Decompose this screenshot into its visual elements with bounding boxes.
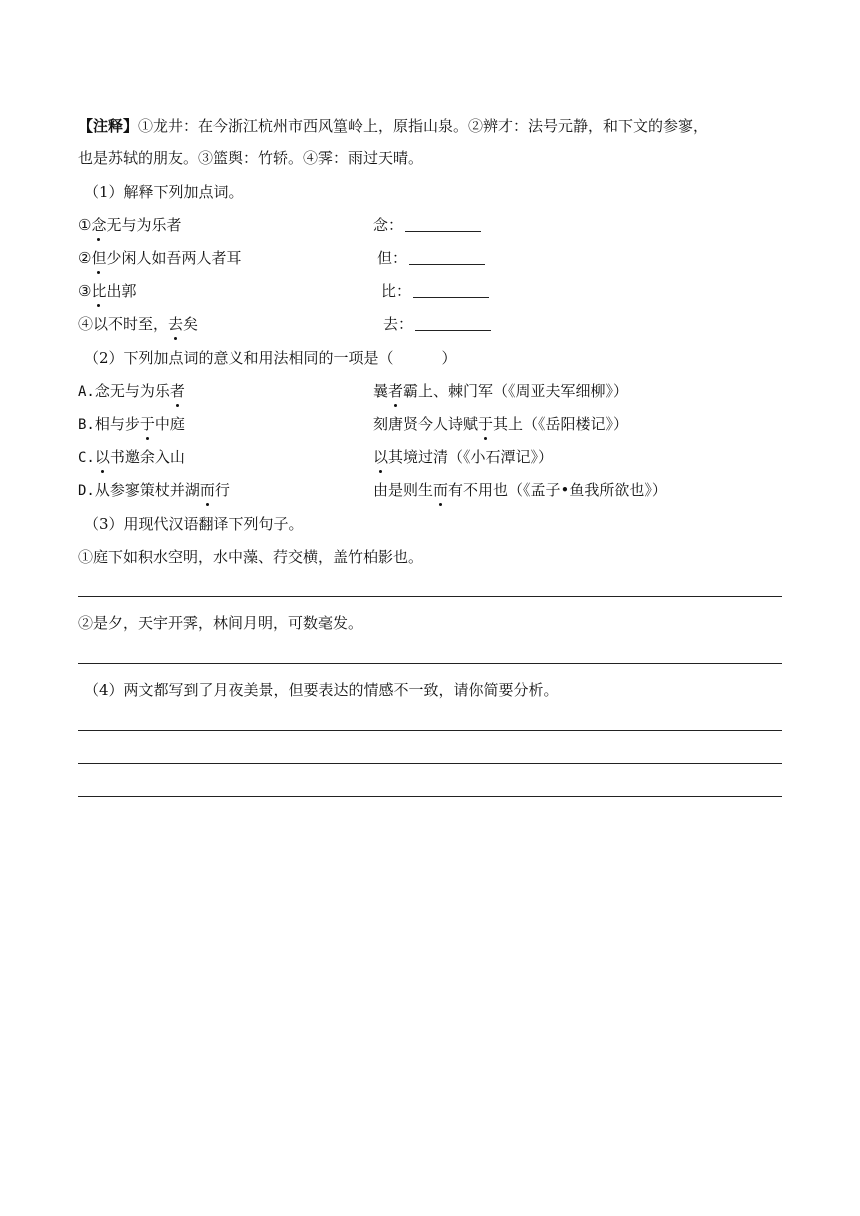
q1-answer-2-label: 但： <box>377 249 408 267</box>
q2-option-b-letter: B. <box>78 417 95 433</box>
q2-option-b-right-post: 其上（《岳阳楼记》） <box>493 415 629 433</box>
q2-option-b-left-post: 中庭 <box>154 415 185 433</box>
q2-option-d-right-pre: 由是则生 <box>373 481 434 499</box>
q1-item-3-post: 出郭 <box>106 282 137 300</box>
q1-item-3 <box>78 281 136 301</box>
q2-option-d-left <box>78 480 230 501</box>
q1-answer-2-blank[interactable] <box>409 250 485 265</box>
q1-item-3-pre: ③ <box>78 282 92 300</box>
q1-answer-3-label: 比： <box>381 282 412 300</box>
q4-answer-line-1[interactable] <box>78 730 782 731</box>
q2-option-c-left <box>78 447 185 468</box>
q2-option-c-letter: C. <box>78 450 95 466</box>
q2-title-text: （2）下列加点词的意义和用法相同的一项是（ <box>84 349 394 367</box>
q2-option-c-right-dot-word: 以 <box>373 448 389 466</box>
q1-item-4-dot-word: 去 <box>168 315 184 333</box>
q1-answer-3 <box>381 281 489 301</box>
q3-title: （3）用现代汉语翻译下列句子。 <box>84 515 304 533</box>
q3-sentence-1: ①庭下如积水空明，水中藻、荇交横，盖竹柏影也。 <box>78 548 424 566</box>
q3-answer-line-1[interactable] <box>78 596 782 597</box>
q1-answer-3-blank[interactable] <box>413 283 489 298</box>
q2-option-b-left-dot-word: 于 <box>139 415 155 433</box>
q1-item-2-post: 少闲人如吾两人者耳 <box>106 249 242 267</box>
q2-option-c-left-dot-word: 以 <box>94 448 110 466</box>
q1-item-1-dot-word: 念 <box>91 216 107 234</box>
q2-option-a-left-pre: 念无与为乐 <box>94 382 170 400</box>
q1-title: （1）解释下列加点词。 <box>84 183 244 201</box>
q1-item-2 <box>78 248 241 268</box>
q1-item-3-dot-word: 比 <box>91 282 107 300</box>
q2-title-end: ） <box>441 349 457 367</box>
q2-option-a-right <box>373 381 628 401</box>
q3-sentence-2: ②是夕，天宇开霁，林间月明，可数毫发。 <box>78 614 364 632</box>
q2-option-b-left <box>78 414 185 435</box>
q2-option-c-right <box>373 447 553 467</box>
q2-option-b-right-dot-word: 于 <box>478 415 494 433</box>
notes-line-2: 也是苏轼的朋友。③篮舆：竹轿。④霁：雨过天晴。 <box>78 149 424 167</box>
q1-answer-4 <box>383 314 491 334</box>
q1-item-2-pre: ② <box>78 249 92 267</box>
q2-option-d-left-dot-word: 而 <box>199 481 215 499</box>
q2-option-b-left-pre: 相与步 <box>94 415 140 433</box>
q2-option-a-left <box>78 381 185 402</box>
q1-answer-1-label: 念： <box>373 216 404 234</box>
q4-answer-line-2[interactable] <box>78 763 782 764</box>
q1-item-4-post: 矣 <box>183 315 199 333</box>
q1-item-1-pre: ① <box>78 216 92 234</box>
q1-item-1 <box>78 215 181 235</box>
q4-title: （4）两文都写到了月夜美景，但要表达的情感不一致，请你简要分析。 <box>84 681 559 699</box>
q2-option-d-left-post: 行 <box>214 481 230 499</box>
q1-item-4 <box>78 314 198 334</box>
notes-label: 【注释】 <box>78 117 139 135</box>
q2-option-a-right-dot-word: 者 <box>388 382 404 400</box>
q2-option-a-right-post: 霸上、棘门军（《周亚夫军细柳》） <box>403 382 629 400</box>
q2-option-d-right <box>373 480 667 500</box>
q3-answer-line-2[interactable] <box>78 663 782 664</box>
q2-option-b-right-pre: 刻唐贤今人诗赋 <box>373 415 479 433</box>
q2-option-a-right-pre: 曩 <box>373 382 389 400</box>
q2-option-c-left-post: 书邀余入山 <box>109 448 185 466</box>
q2-option-d-left-pre: 从参寥策杖并湖 <box>94 481 200 499</box>
q1-item-2-dot-word: 但 <box>91 249 107 267</box>
q1-item-1-post: 无与为乐者 <box>106 216 182 234</box>
q1-item-4-pre: ④以不时至， <box>78 315 169 333</box>
q4-answer-line-3[interactable] <box>78 796 782 797</box>
q1-answer-2 <box>377 248 485 268</box>
q1-answer-1-blank[interactable] <box>405 217 481 232</box>
q1-answer-4-blank[interactable] <box>415 316 491 331</box>
q1-answer-1 <box>373 215 481 235</box>
q1-answer-4-label: 去： <box>383 315 414 333</box>
q2-option-d-letter: D. <box>78 483 95 499</box>
q2-option-c-right-post: 其境过清（《小石潭记》） <box>388 448 554 466</box>
q2-title <box>84 348 457 368</box>
q2-option-d-right-dot-word: 而 <box>433 481 449 499</box>
q2-option-a-letter: A. <box>78 384 95 400</box>
notes-text-1: ①龙井：在今浙江杭州市西风篁岭上，原指山泉。②辨才：法号元静，和下文的参寥， <box>138 117 709 135</box>
q2-option-a-left-dot-word: 者 <box>169 382 185 400</box>
q2-option-b-right <box>373 414 628 434</box>
notes-line-1 <box>78 116 708 136</box>
q2-option-d-right-post: 有不用也（《孟子•鱼我所欲也》） <box>448 481 667 499</box>
